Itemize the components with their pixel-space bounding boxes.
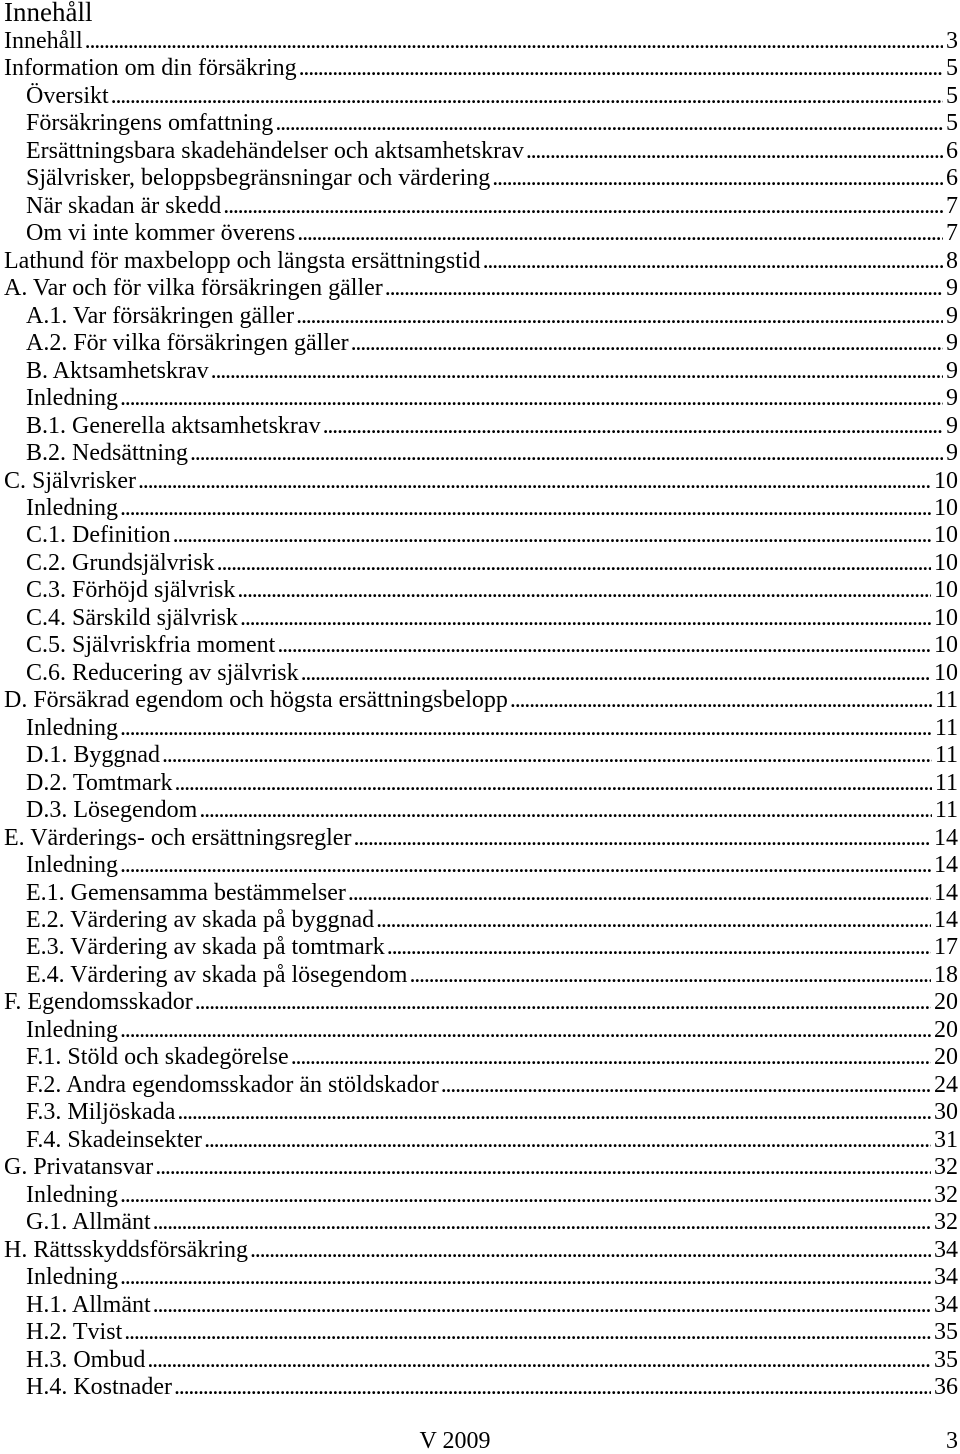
toc-entry-page-number: 10 (934, 577, 958, 604)
toc-entry-page-number: 20 (934, 989, 958, 1016)
toc-entry-title: D.3. Lösegendom (26, 797, 198, 824)
toc-entry-title: A.1. Var försäkringen gäller (26, 302, 295, 329)
toc-entry (0, 1264, 958, 1291)
toc-entry (0, 632, 958, 659)
toc-entry (0, 1292, 958, 1319)
toc-entry (0, 934, 958, 961)
toc-entry-title: C. Självrisker (4, 467, 136, 494)
toc-entry (0, 495, 958, 522)
toc-entry-title: Ersättningsbara skadehändelser och aktsamhetskrav (26, 137, 524, 164)
toc-entry-title: C.6. Reducering av självrisk (26, 659, 299, 686)
toc-entry-page-number: 11 (934, 687, 958, 714)
toc-entry (0, 1044, 958, 1071)
toc-entry-page-number: 10 (934, 549, 958, 576)
toc-entry-title: C.3. Förhöjd självrisk (26, 577, 236, 604)
toc-entry (0, 1017, 958, 1044)
toc-entry (0, 303, 958, 330)
toc-entry-title: E.4. Värdering av skada på lösegendom (26, 961, 408, 988)
dot-leader (296, 303, 943, 330)
toc-entry-title: Lathund för maxbelopp och längsta ersättningstid (4, 247, 481, 274)
toc-entry (0, 577, 958, 604)
toc-entry-page-number: 14 (934, 852, 958, 879)
dot-leader (204, 1127, 931, 1154)
toc-entry (0, 1319, 958, 1346)
toc-entry-page-number: 10 (934, 467, 958, 494)
toc-entry-title: Information om din försäkring (4, 55, 297, 82)
toc-entry-page-number: 10 (934, 522, 958, 549)
toc-entry-title: E.2. Värdering av skada på byggnad (26, 907, 375, 933)
toc-entry-page-number: 20 (934, 1016, 958, 1043)
toc-entry (0, 193, 958, 220)
toc-entry (0, 907, 958, 934)
dot-leader (120, 385, 943, 412)
dot-leader (153, 1292, 931, 1319)
toc-entry-page-number: 11 (934, 742, 958, 769)
toc-entry (0, 1209, 958, 1236)
toc-entry-title: H. Rättsskyddsförsäkring (4, 1236, 248, 1263)
dot-leader (240, 605, 931, 632)
toc-entry-title: C.4. Särskild självrisk (26, 604, 239, 631)
toc-entry-page-number: 3 (946, 28, 958, 54)
toc-entry-page-number: 9 (946, 330, 958, 357)
dot-leader (385, 275, 943, 302)
toc-entry (0, 1374, 958, 1401)
dot-leader (301, 660, 931, 687)
dot-leader (323, 413, 943, 440)
toc-entry-title: F.4. Skadeinsekter (26, 1126, 203, 1153)
dot-leader (85, 28, 943, 55)
dot-leader (492, 165, 943, 192)
dot-leader (297, 220, 943, 247)
toc-entry-title: H.3. Ombud (26, 1346, 146, 1373)
dot-leader (190, 440, 943, 467)
toc-entry-title: Inledning (26, 385, 118, 412)
toc-entry-title: C.1. Definition (26, 522, 171, 549)
toc-entry-page-number: 34 (934, 1236, 958, 1263)
toc-entry-page-number: 9 (946, 412, 958, 439)
toc-entry-title: Inledning (26, 1016, 118, 1043)
toc-entry (0, 413, 958, 440)
dot-leader (441, 1072, 931, 1099)
toc-entry-page-number: 10 (934, 604, 958, 631)
toc-entry-page-number: 5 (946, 82, 958, 109)
toc-entry-page-number: 34 (934, 1264, 958, 1291)
toc-entry-page-number: 5 (946, 55, 958, 82)
dot-leader (510, 687, 932, 714)
toc-entry-page-number: 6 (946, 165, 958, 192)
toc-entry (0, 248, 958, 275)
toc-entry (0, 687, 958, 714)
toc-entry-title: H.2. Tvist (26, 1319, 123, 1346)
toc-entry-page-number: 36 (934, 1373, 958, 1400)
toc-entry-page-number: 9 (946, 275, 958, 302)
dot-leader (174, 1374, 931, 1401)
toc-entry (0, 1127, 958, 1154)
toc-entry-title: E.3. Värdering av skada på tomtmark (26, 934, 385, 961)
toc-entry-title: B.2. Nedsättning (26, 440, 188, 467)
toc-entry (0, 385, 958, 412)
dot-leader (138, 468, 931, 495)
toc-entry-title: När skadan är skedd (26, 192, 222, 219)
toc-entry-title: C.2. Grundsjälvrisk (26, 549, 215, 576)
dot-leader (195, 989, 931, 1016)
toc-entry-page-number: 8 (946, 247, 958, 274)
toc-entry-page-number: 10 (934, 659, 958, 686)
toc-entry-page-number: 6 (946, 137, 958, 164)
dot-leader (351, 330, 943, 357)
toc-entry-page-number: 9 (946, 357, 958, 384)
toc-entry-title: D.2. Tomtmark (26, 769, 173, 796)
dot-leader (120, 1182, 931, 1209)
toc-entry-page-number: 9 (946, 440, 958, 467)
toc-entry-page-number: 32 (934, 1154, 958, 1181)
toc-entry (0, 1154, 958, 1181)
toc-entry-page-number: 10 (934, 494, 958, 521)
dot-leader (120, 715, 932, 742)
toc-entry-page-number: 34 (934, 1291, 958, 1318)
toc-entry (0, 715, 958, 742)
toc-entry-title: F.3. Miljöskada (26, 1099, 176, 1126)
dot-leader (120, 852, 931, 879)
toc-entry-title: A.2. För vilka försäkringen gäller (26, 330, 349, 357)
dot-leader (387, 934, 931, 961)
dot-leader (155, 1154, 931, 1181)
toc-entry-page-number: 9 (946, 385, 958, 412)
toc-entry (0, 1237, 958, 1264)
toc-entry-title: F.1. Stöld och skadegörelse (26, 1044, 289, 1071)
toc-entry (0, 468, 958, 495)
toc-entry-title: Självrisker, beloppsbegränsningar och värdering (26, 165, 491, 192)
toc-entry-title: B. Aktsamhetskrav (26, 357, 209, 384)
toc-entry (0, 220, 958, 247)
toc-entry (0, 1072, 958, 1099)
toc-entry (0, 165, 958, 192)
toc-entry-page-number: 14 (934, 907, 958, 933)
dot-leader (237, 577, 931, 604)
toc-entry-page-number: 17 (934, 934, 958, 961)
toc-entry-page-number: 11 (934, 797, 958, 824)
toc-entry-page-number: 31 (934, 1126, 958, 1153)
toc-entry-title: C.5. Självriskfria moment (26, 632, 276, 659)
toc-entry-title: Inledning (26, 1181, 118, 1208)
dot-leader (223, 193, 943, 220)
toc-entry (0, 962, 958, 989)
toc-entry-page-number: 32 (934, 1209, 958, 1236)
toc-entry-title: Om vi inte kommer överens (26, 220, 296, 247)
toc-entry (0, 742, 958, 769)
toc-entry (0, 550, 958, 577)
dot-leader (175, 770, 932, 797)
toc-entry-title: Innehåll (4, 28, 83, 54)
toc-entry-title: F.2. Andra egendomsskador än stöldskador (26, 1071, 439, 1098)
dot-leader (291, 1044, 931, 1071)
toc-entry-title: G. Privatansvar (4, 1154, 154, 1181)
toc-entry-title: D.1. Byggnad (26, 742, 160, 769)
dot-leader (120, 1017, 931, 1044)
dot-leader (211, 358, 943, 385)
toc-entry (0, 605, 958, 632)
dot-leader (111, 83, 943, 110)
toc-entry (0, 83, 958, 110)
toc-entry (0, 797, 958, 824)
dot-leader (250, 1237, 931, 1264)
toc-entry-page-number: 5 (946, 110, 958, 137)
toc-entry (0, 770, 958, 797)
toc-entry-page-number: 9 (946, 302, 958, 329)
toc-entry-page-number: 11 (934, 714, 958, 741)
toc-entry-page-number: 35 (934, 1346, 958, 1373)
toc-entry-title: Inledning (26, 1264, 118, 1291)
toc-entry-page-number: 18 (934, 961, 958, 988)
toc-entry (0, 880, 958, 907)
toc-entry-title: H.4. Kostnader (26, 1373, 172, 1400)
toc-entry-title: E.1. Gemensamma bestämmelser (26, 879, 346, 906)
dot-leader (348, 880, 931, 907)
toc-entry (0, 989, 958, 1016)
toc-entry-page-number: 7 (946, 192, 958, 219)
toc-entry (0, 1099, 958, 1126)
toc-entry (0, 275, 958, 302)
toc-entry (0, 660, 958, 687)
dot-leader (526, 138, 943, 165)
toc-entry-page-number: 10 (934, 632, 958, 659)
toc-entry-page-number: 35 (934, 1319, 958, 1346)
toc-entry (0, 28, 958, 55)
toc-entry-page-number: 24 (934, 1071, 958, 1098)
dot-leader (353, 825, 931, 852)
toc-entry (0, 522, 958, 549)
toc-entry-page-number: 11 (934, 769, 958, 796)
toc-entry-page-number: 14 (934, 879, 958, 906)
toc-entry-title: G.1. Allmänt (26, 1209, 151, 1236)
toc-entry-title: B.1. Generella aktsamhetskrav (26, 412, 321, 439)
dot-leader (275, 110, 943, 137)
toc-entry (0, 1347, 958, 1374)
toc-entry-page-number: 7 (946, 220, 958, 247)
page-title: Innehåll (4, 0, 93, 27)
toc-entry-title: A. Var och för vilka försäkringen gäller (4, 275, 383, 302)
dot-leader (376, 907, 931, 934)
toc-entry-page-number: 20 (934, 1044, 958, 1071)
toc-entry (0, 110, 958, 137)
dot-leader (409, 962, 931, 989)
toc-entry (0, 358, 958, 385)
toc-entry-page-number: 32 (934, 1181, 958, 1208)
toc-entry-title: F. Egendomsskador (4, 989, 193, 1016)
dot-leader (120, 495, 931, 522)
toc-entry-title: D. Försäkrad egendom och högsta ersättningsbelopp (4, 687, 508, 714)
toc-entry-title: Översikt (26, 82, 109, 109)
dot-leader (173, 522, 931, 549)
footer-version: V 2009 (419, 1428, 491, 1454)
toc-entry-page-number: 14 (934, 824, 958, 851)
toc-entry (0, 330, 958, 357)
toc-entry (0, 1182, 958, 1209)
dot-leader (299, 55, 943, 82)
dot-leader (483, 248, 943, 275)
toc-entry (0, 55, 958, 82)
dot-leader (177, 1099, 931, 1126)
table-of-contents (0, 28, 958, 1401)
toc-entry-title: Inledning (26, 714, 118, 741)
dot-leader (153, 1209, 931, 1236)
toc-entry-title: Inledning (26, 494, 118, 521)
dot-leader (217, 550, 931, 577)
dot-leader (147, 1347, 931, 1374)
toc-entry-page-number: 30 (934, 1099, 958, 1126)
footer-page-number: 3 (946, 1428, 958, 1454)
dot-leader (124, 1319, 931, 1346)
toc-entry-title: Inledning (26, 852, 118, 879)
dot-leader (162, 742, 932, 769)
dot-leader (277, 632, 931, 659)
dot-leader (120, 1264, 931, 1291)
toc-entry (0, 440, 958, 467)
toc-entry-title: E. Värderings- och ersättningsregler (4, 824, 352, 851)
toc-entry (0, 138, 958, 165)
dot-leader (199, 797, 932, 824)
toc-entry-title: H.1. Allmänt (26, 1291, 151, 1318)
toc-entry-title: Försäkringens omfattning (26, 110, 274, 137)
toc-entry (0, 852, 958, 879)
toc-entry (0, 825, 958, 852)
